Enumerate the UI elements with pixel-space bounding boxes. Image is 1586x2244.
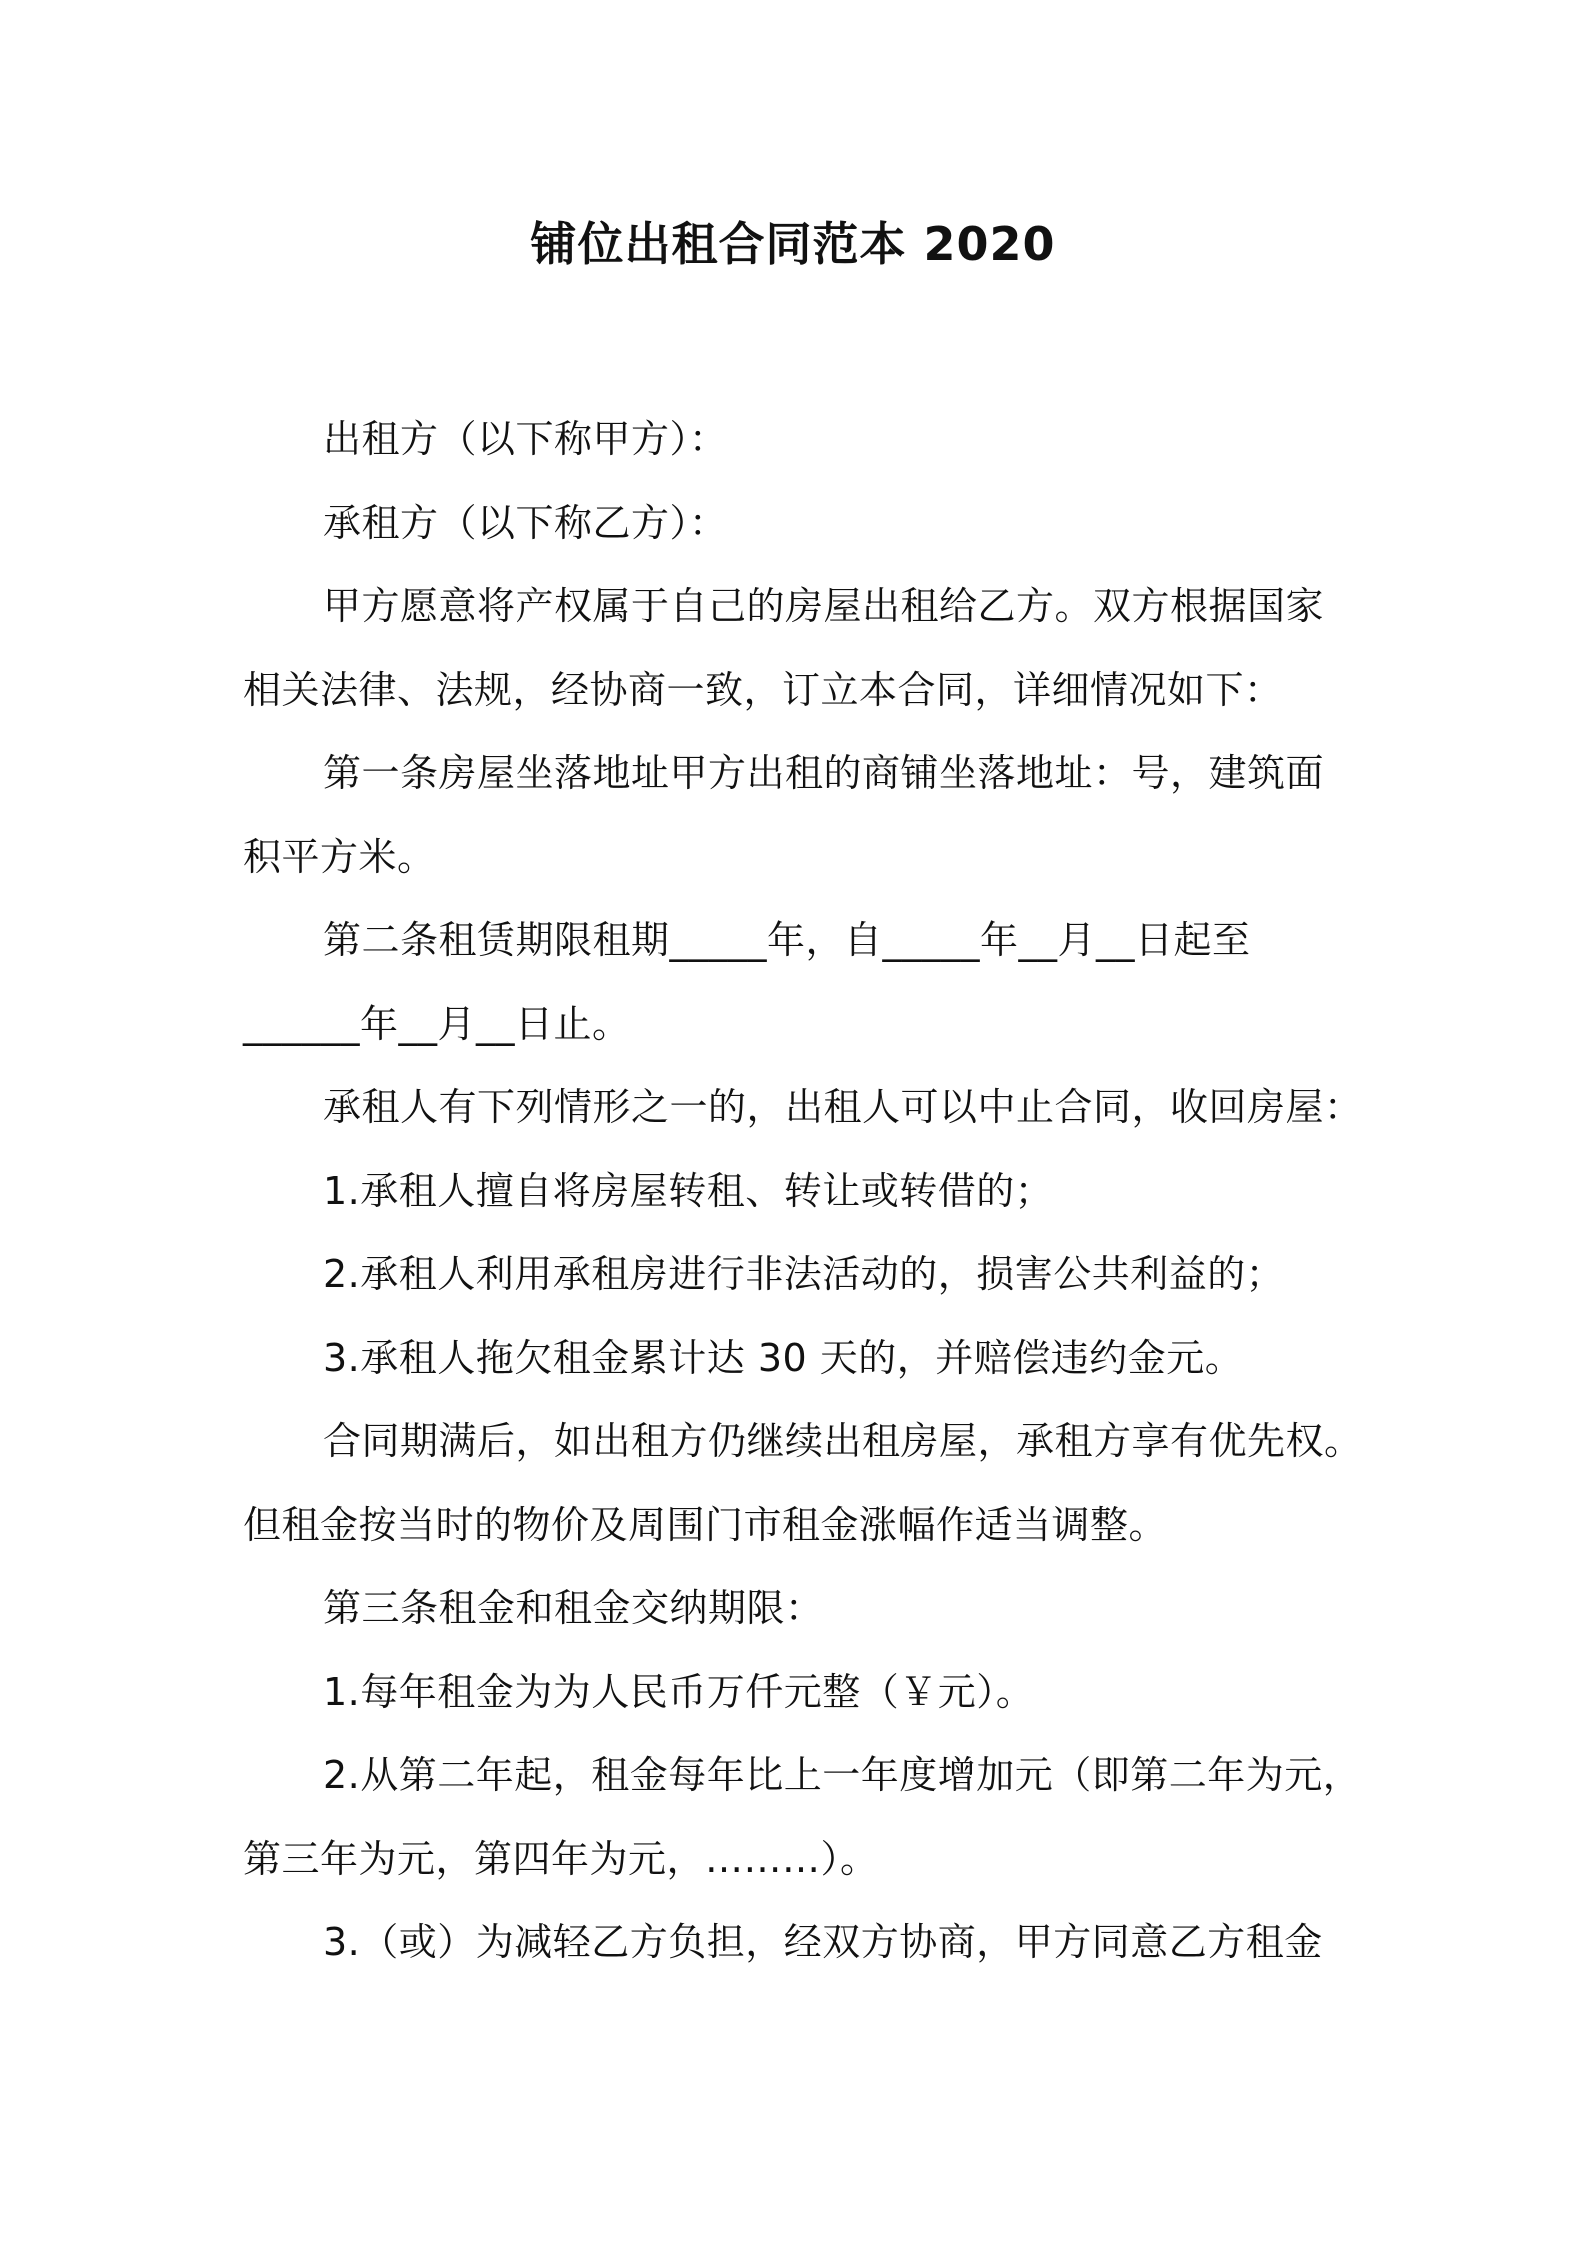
paragraph-line: 相关法律、法规，经协商一致，订立本合同，详细情况如下： bbox=[243, 667, 1283, 712]
document-body bbox=[243, 398, 1363, 1985]
paragraph-line: 但租金按当时的物价及周围门市租金涨幅作适当调整。 bbox=[243, 1502, 1168, 1547]
document-title: 铺位出租合同范本 2020 bbox=[530, 217, 1056, 271]
paragraph-line: 甲方愿意将产权属于自己的房屋出租给乙方。双方根据国家 bbox=[323, 584, 1325, 628]
paragraph-line: 积平方米。 bbox=[243, 834, 436, 879]
list-item: 3.承租人拖欠租金累计达 30 天的，并赔偿违约金元。 bbox=[323, 1335, 1244, 1380]
paragraph-line-article-2: 第二条租赁期限租期_____年，自_____年__月__日起至 bbox=[323, 918, 1251, 962]
paragraph-line: 合同期满后，如出租方仍继续出租房屋，承租方享有优先权。 bbox=[323, 1419, 1363, 1463]
paragraph-line-article-3: 第三条租金和租金交纳期限： bbox=[323, 1586, 824, 1630]
paragraph-line-lessor: 出租方（以下称甲方）： bbox=[323, 417, 728, 461]
list-item: 3.（或）为减轻乙方负担，经双方协商，甲方同意乙方租金 bbox=[323, 1920, 1323, 1964]
paragraph-line-article-1: 第一条房屋坐落地址甲方出租的商铺坐落地址：号，建筑面 bbox=[323, 751, 1325, 795]
paragraph-line: 第三年为元，第四年为元，………）。 bbox=[243, 1836, 879, 1881]
paragraph-line: 承租人有下列情形之一的，出租人可以中止合同，收回房屋： bbox=[323, 1085, 1363, 1129]
list-item: 2.从第二年起，租金每年比上一年度增加元（即第二年为元， bbox=[323, 1753, 1362, 1797]
list-item: 1.承租人擅自将房屋转租、转让或转借的； bbox=[323, 1168, 1054, 1213]
list-item: 2.承租人利用承租房进行非法活动的，损害公共利益的； bbox=[323, 1252, 1285, 1296]
paragraph-line-lessee: 承租方（以下称乙方）： bbox=[323, 500, 728, 545]
list-item: 1.每年租金为为人民币万仟元整（￥元）。 bbox=[323, 1669, 1035, 1714]
paragraph-line: ______年__月__日止。 bbox=[243, 1001, 631, 1046]
